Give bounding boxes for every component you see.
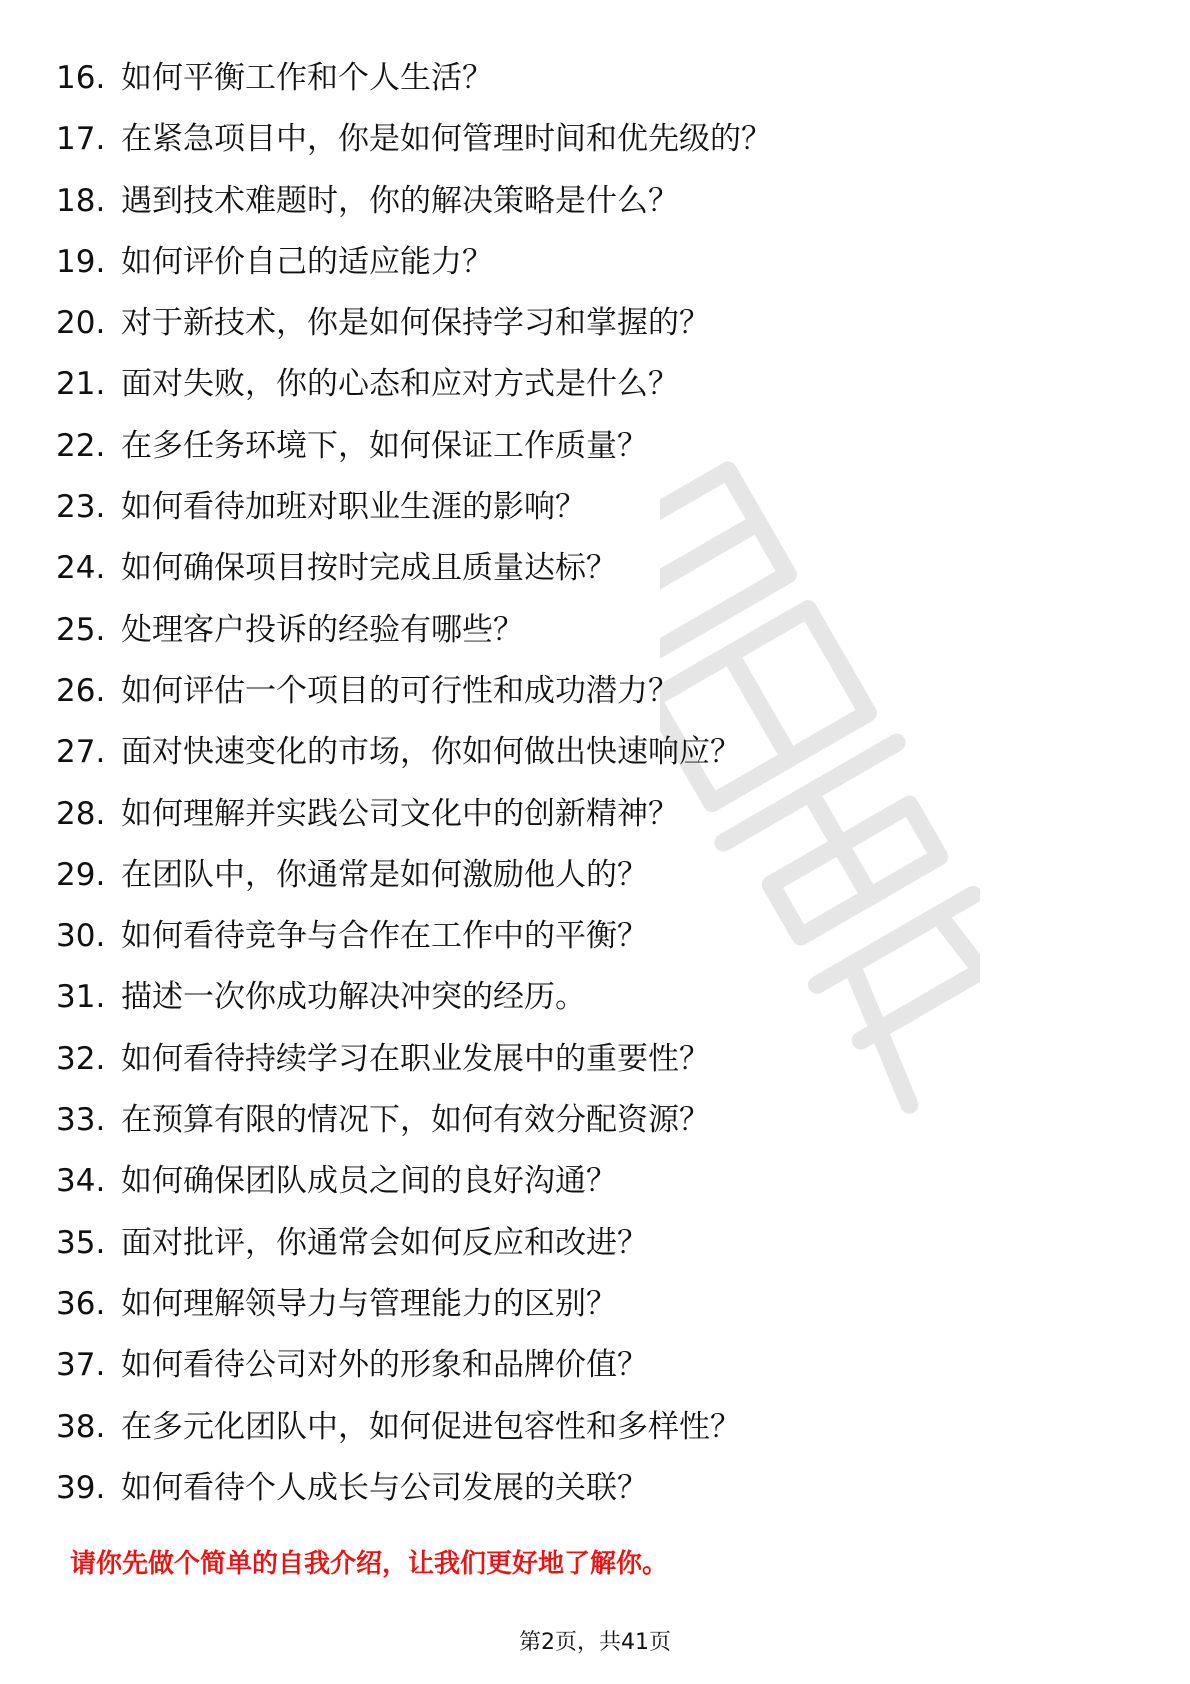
question-number: 19.: [56, 243, 106, 280]
question-text: 在预算有限的情况下，如何有效分配资源？: [121, 1102, 710, 1139]
question-number: 20.: [56, 305, 106, 342]
question-item: [56, 1397, 1136, 1458]
question-item: [56, 845, 1136, 906]
question-text: 如何理解领导力与管理能力的区别？: [121, 1285, 617, 1322]
question-number: 37.: [56, 1347, 106, 1384]
question-number: 32.: [56, 1040, 106, 1077]
question-item: [56, 477, 1136, 538]
question-text: 在多任务环境下，如何保证工作质量？: [121, 427, 648, 464]
question-text: 在紧急项目中，你是如何管理时间和优先级的？: [121, 121, 772, 158]
question-item: [56, 1090, 1136, 1151]
question-text: 在多元化团队中，如何促进包容性和多样性？: [121, 1408, 741, 1445]
question-number: 39.: [56, 1469, 106, 1506]
question-item: [56, 293, 1136, 354]
question-text: 如何评价自己的适应能力？: [121, 243, 493, 280]
question-item: [56, 1458, 1136, 1519]
question-item: [56, 1029, 1136, 1090]
question-number: 35.: [56, 1224, 106, 1261]
question-number: 16.: [56, 60, 106, 96]
question-text: 如何看待竞争与合作在工作中的平衡？: [121, 918, 648, 955]
question-item: [56, 1213, 1136, 1274]
question-item: [56, 171, 1136, 232]
question-number: 29.: [56, 856, 106, 893]
question-text: 面对批评，你通常会如何反应和改进？: [121, 1224, 648, 1261]
question-number: 22.: [56, 427, 106, 464]
closing-prompt: 请你先做个简单的自我介绍，让我们更好地了解你。: [70, 1549, 669, 1579]
question-text: 面对失败，你的心态和应对方式是什么？: [121, 366, 679, 403]
question-number: 30.: [56, 918, 106, 955]
question-item: [56, 1335, 1136, 1396]
question-item: [56, 354, 1136, 415]
question-item: [56, 600, 1136, 661]
page-number-footer: 第2页，共41页: [519, 1630, 671, 1655]
question-item: [56, 722, 1136, 783]
question-item: [56, 906, 1136, 967]
question-text: 如何平衡工作和个人生活？: [121, 60, 493, 96]
question-text: 描述一次你成功解决冲突的经历。: [121, 979, 586, 1016]
question-number: 26.: [56, 672, 106, 709]
question-text: 遇到技术难题时，你的解决策略是什么？: [121, 182, 679, 219]
question-text: 如何看待持续学习在职业发展中的重要性？: [121, 1040, 710, 1077]
question-number: 25.: [56, 611, 106, 648]
question-text: 如何评估一个项目的可行性和成功潜力？: [121, 672, 679, 709]
question-number: 38.: [56, 1408, 106, 1445]
question-item: [56, 1274, 1136, 1335]
question-item: [56, 109, 1136, 170]
question-text: 如何确保项目按时完成且质量达标？: [121, 550, 617, 587]
question-number: 23.: [56, 489, 106, 526]
question-number: 33.: [56, 1102, 106, 1139]
question-item: [56, 232, 1136, 293]
question-text: 对于新技术，你是如何保持学习和掌握的？: [121, 305, 710, 342]
question-number: 36.: [56, 1285, 106, 1322]
question-text: 如何看待公司对外的形象和品牌价值？: [121, 1347, 648, 1384]
question-number: 21.: [56, 366, 106, 403]
question-text: 如何看待加班对职业生涯的影响？: [121, 489, 586, 526]
question-text: 如何确保团队成员之间的良好沟通？: [121, 1163, 617, 1200]
question-list: [56, 48, 1136, 1519]
question-number: 18.: [56, 182, 106, 219]
question-number: 28.: [56, 795, 106, 832]
question-text: 如何理解并实践公司文化中的创新精神？: [121, 795, 679, 832]
question-text: 在团队中，你通常是如何激励他人的？: [121, 856, 648, 893]
question-item: [56, 967, 1136, 1028]
question-number: 24.: [56, 550, 106, 587]
question-number: 31.: [56, 979, 106, 1016]
question-item: [56, 416, 1136, 477]
question-item: [56, 538, 1136, 599]
question-item: [56, 661, 1136, 722]
question-item: [56, 1151, 1136, 1212]
question-text: 处理客户投诉的经验有哪些？: [121, 611, 524, 648]
question-number: 17.: [56, 121, 106, 158]
question-item: [56, 784, 1136, 845]
question-item: [56, 48, 1136, 109]
question-text: 如何看待个人成长与公司发展的关联？: [121, 1469, 648, 1506]
question-number: 34.: [56, 1163, 106, 1200]
question-number: 27.: [56, 734, 106, 771]
question-text: 面对快速变化的市场，你如何做出快速响应？: [121, 734, 741, 771]
